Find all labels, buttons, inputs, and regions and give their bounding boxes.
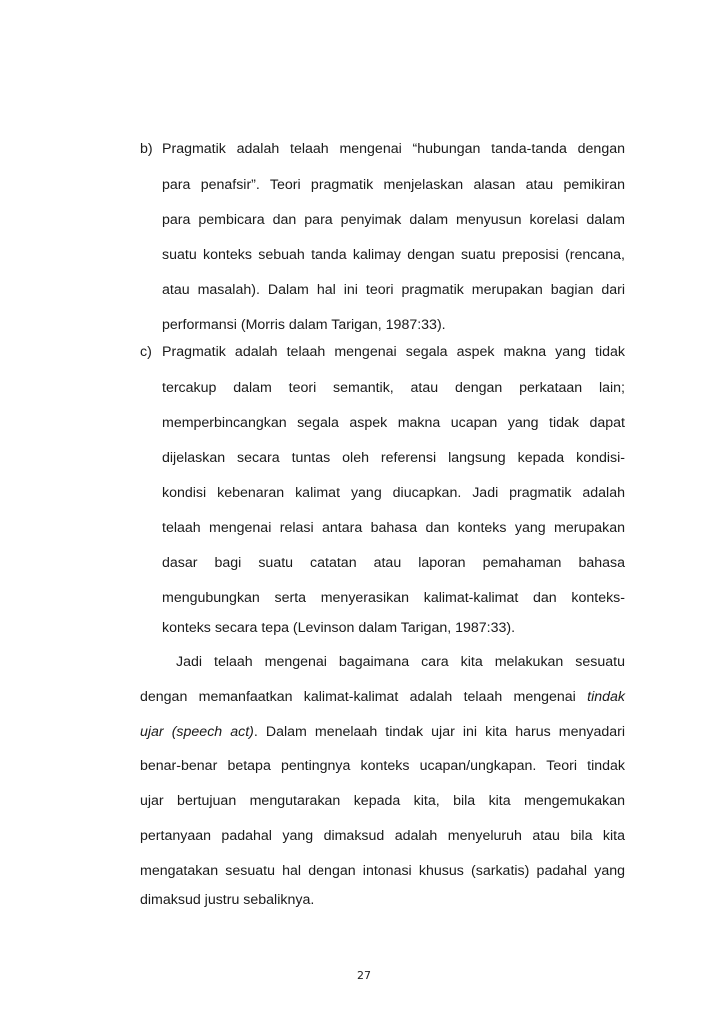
item-c-line-5: kondisi kebenaran kalimat yang diucapkan. Jadi pragmatik adalah [162, 485, 625, 501]
paragraph-line-3 [140, 723, 625, 741]
item-b-line-4: suatu konteks sebuah tanda kalimay dengan suatu preposisi (rencana, [162, 247, 625, 263]
paragraph-line-2 [140, 688, 625, 706]
paragraph-line-2-text: dengan memanfaatkan kalimat-kalimat adalah telaah mengenai [140, 689, 576, 705]
item-c-line-1: Pragmatik adalah telaah mengenai segala aspek makna yang tidak [162, 344, 625, 360]
paragraph-line-4: benar-benar betapa pentingnya konteks ucapan/ungkapan. Teori tindak [140, 758, 625, 774]
item-c-line-3: memperbincangkan segala aspek makna ucapan yang tidak dapat [162, 415, 625, 431]
item-c-line-8: mengubungkan serta menyerasikan kalimat-kalimat dan konteks- [162, 590, 625, 606]
item-c-line-9: konteks secara tepa (Levinson dalam Tarigan, 1987:33). [162, 620, 516, 636]
item-c-line-2: tercakup dalam teori semantik, atau dengan perkataan lain; [162, 380, 625, 396]
item-b-line-6: performansi (Morris dalam Tarigan, 1987:33). [162, 317, 446, 333]
item-c-line-6: telaah mengenai relasi antara bahasa dan konteks yang merupakan [162, 520, 625, 536]
list-marker-b: b) [140, 141, 153, 157]
item-c-line-4: dijelaskan secara tuntas oleh referensi langsung kepada kondisi- [162, 450, 625, 466]
paragraph-line-1: Jadi telaah mengenai bagaimana cara kita melakukan sesuatu [176, 654, 625, 670]
item-b-line-5: atau masalah). Dalam hal ini teori pragmatik merupakan bagian dari [162, 282, 625, 298]
item-b-line-2: para penafsir”. Teori pragmatik menjelaskan alasan atau pemikiran [162, 177, 625, 193]
paragraph-line-5: ujar bertujuan mengutarakan kepada kita, bila kita mengemukakan [140, 793, 625, 809]
item-c-line-7: dasar bagi suatu catatan atau laporan pemahaman bahasa [162, 555, 625, 571]
paragraph-line-8: dimaksud justru sebaliknya. [140, 892, 315, 908]
item-b-line-3: para pembicara dan para penyimak dalam menyusun korelasi dalam [162, 212, 625, 228]
list-marker-c: c) [140, 344, 152, 360]
page-number: 27 [357, 969, 371, 982]
paragraph-line-3-italic: ujar (speech act) [140, 724, 254, 740]
paragraph-line-7: mengatakan sesuatu hal dengan intonasi khusus (sarkatis) padahal yang [140, 863, 625, 879]
paragraph-line-3-text: . Dalam menelaah tindak ujar ini kita harus menyadari [253, 724, 625, 740]
item-b-line-1: Pragmatik adalah telaah mengenai “hubungan tanda-tanda dengan [162, 141, 625, 157]
paragraph-line-6: pertanyaan padahal yang dimaksud adalah menyeluruh atau bila kita [140, 828, 625, 844]
paragraph-line-2-italic: tindak [587, 689, 625, 705]
